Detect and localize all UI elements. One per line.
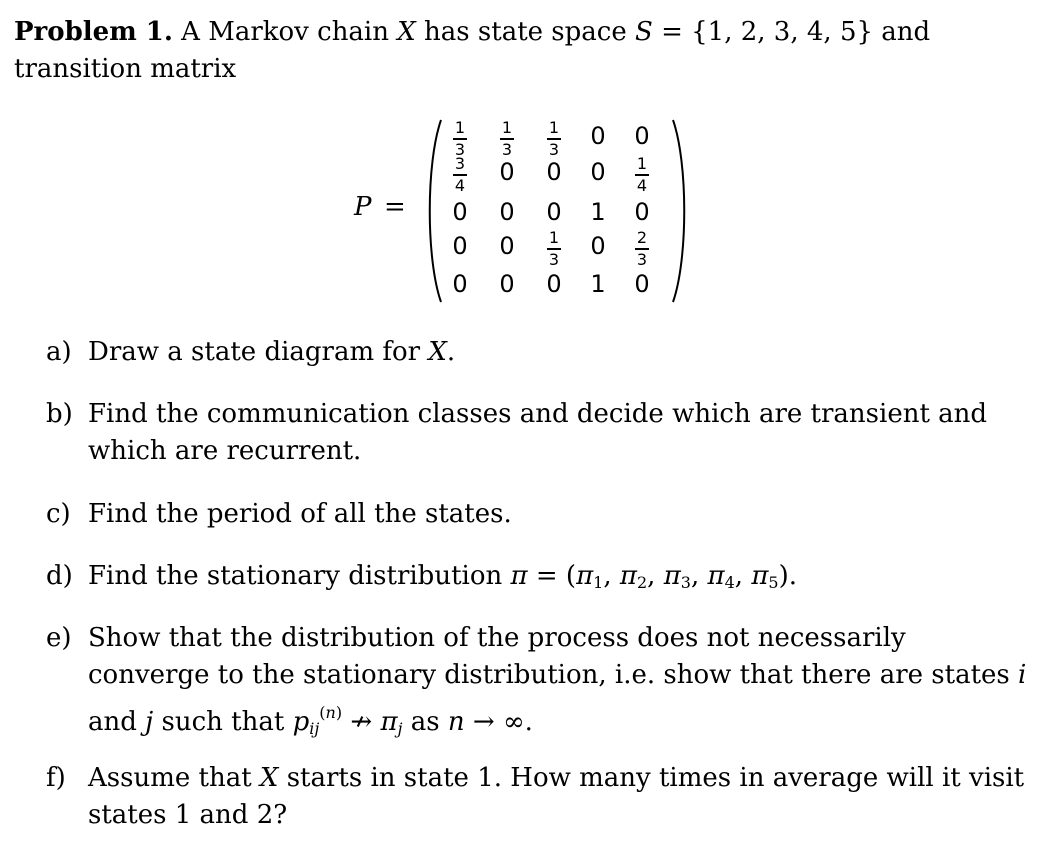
fraction-numerator: 2	[636, 228, 648, 247]
fraction-denominator: 3	[548, 249, 560, 269]
matrix-cell	[622, 156, 662, 194]
matrix-cell: 0	[590, 232, 606, 260]
matrix-cell: 0	[452, 232, 468, 260]
fraction-denominator: 3	[454, 139, 466, 159]
matrix-cell: 0	[590, 158, 606, 186]
matrix-cell: 0	[546, 270, 562, 298]
matrix-cell	[487, 120, 527, 158]
part-label: b)	[46, 399, 73, 429]
fraction-denominator: 3	[636, 249, 648, 269]
part-text: Find the period of all the states.	[88, 499, 512, 529]
matrix-cell: 0	[499, 198, 515, 226]
part-label: d)	[46, 561, 73, 591]
part-label: f)	[46, 763, 66, 793]
matrix-cell	[440, 156, 480, 194]
part-text: Find the communication classes and decide which are transient and which are recurrent.	[88, 399, 988, 466]
part-label: c)	[46, 499, 71, 529]
part-label: e)	[46, 623, 72, 653]
matrix-cell: 0	[499, 270, 515, 298]
matrix-cell: 0	[452, 198, 468, 226]
fraction-numerator: 1	[548, 118, 560, 137]
matrix-cell: 0	[546, 198, 562, 226]
fraction-denominator: 3	[501, 139, 513, 159]
matrix-cell: 0	[634, 198, 650, 226]
fraction-denominator: 4	[454, 175, 466, 195]
matrix-label: P	[354, 192, 372, 222]
matrix-cell: 0	[546, 158, 562, 186]
fraction-numerator: 1	[548, 228, 560, 247]
fraction-denominator: 3	[548, 139, 560, 159]
matrix-cell: 1	[590, 270, 606, 298]
part-text: Find the stationary distribution $\pi = (\pi_1$, $\pi_2$, $\pi_3$, $\pi_4$, $\pi_5$).	[88, 561, 798, 592]
problem-statement	[14, 14, 1034, 88]
matrix-cell: 0	[499, 158, 515, 186]
transition-matrix	[354, 118, 694, 304]
matrix-cell	[534, 230, 574, 268]
matrix-cell: 0	[452, 270, 468, 298]
matrix-cell: 0	[590, 122, 606, 150]
matrix-cell: 0	[499, 232, 515, 260]
problem-intro: A Markov chain X has state space S = {1, 2, 3, 4, 5} and transition matrix	[14, 17, 931, 84]
problem-heading: Problem 1.	[14, 17, 173, 47]
matrix-cell: 0	[634, 122, 650, 150]
part-text: Show that the distribution of the process does not necessarily converge to the stationary distribution, i.e. show that there are states i and j such that $p_{ij}^{(n)}$ ↛ $\pi_j$ as n → ∞.	[88, 623, 1027, 738]
matrix-cell	[622, 230, 662, 268]
right-parenthesis	[670, 118, 690, 304]
matrix-equals: =	[384, 192, 406, 222]
matrix-cell	[534, 120, 574, 158]
fraction-numerator: 1	[636, 154, 648, 173]
part-text: Draw a state diagram for X.	[88, 337, 456, 367]
part-label: a)	[46, 337, 72, 367]
fraction-numerator: 1	[501, 118, 513, 137]
fraction-numerator: 1	[454, 118, 466, 137]
fraction-numerator: 3	[454, 154, 466, 173]
matrix-cell: 0	[634, 270, 650, 298]
part-text: Assume that X starts in state 1. How many times in average will it visit states 1 and 2?	[88, 763, 1025, 830]
fraction-denominator: 4	[636, 175, 648, 195]
matrix-cell: 1	[590, 198, 606, 226]
matrix-cell	[440, 120, 480, 158]
